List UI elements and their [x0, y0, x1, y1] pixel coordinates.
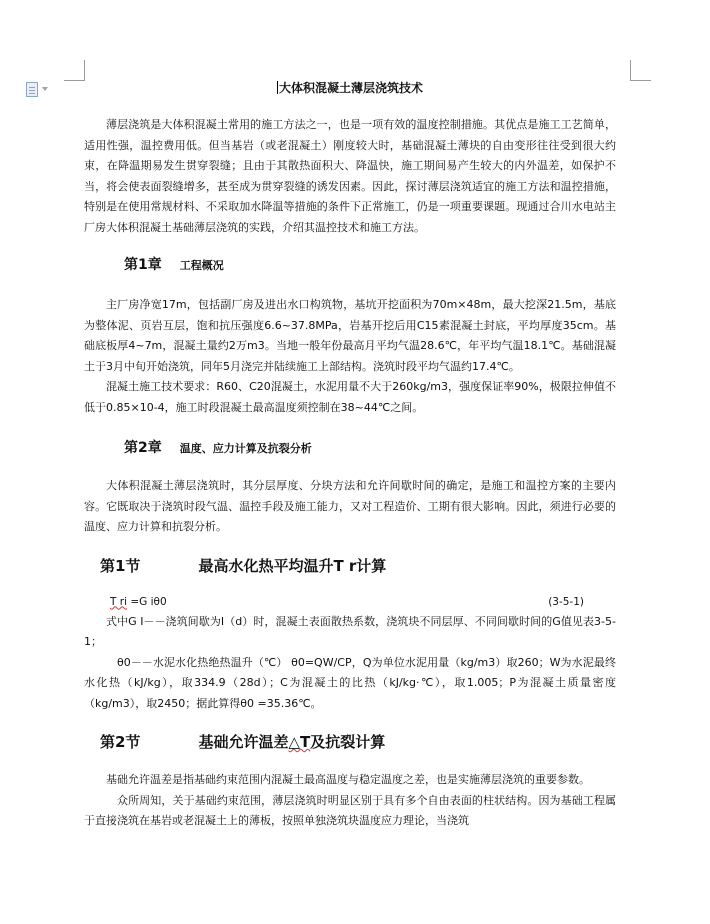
- section-2-title-a: 基础允许温差: [198, 733, 289, 751]
- document-icon[interactable]: [26, 82, 48, 96]
- page-corner-mark-top-right: [630, 60, 651, 81]
- chapter-1-number: 第1章: [124, 257, 162, 273]
- chapter-1-paragraph-2: 混凝土施工技术要求：R60、C20混凝土，水泥用量不大于260kg/m3，强度保证率90%，极限拉伸值不低于0.85×10-4，施工时段混凝土最高温度须控制在38~44℃之间。: [84, 380, 616, 414]
- section-2-title-b: △T: [288, 733, 311, 751]
- section-2-paragraph-2: 众所周知，关于基础约束范围，薄层浇筑时明显区别于具有多个自由表面的柱状结构。因为基础工程属于直接浇筑在基岩或老混凝土上的薄板，按照单独浇筑块温度应力理论，当浇筑: [84, 793, 616, 827]
- chapter-2-number: 第2章: [124, 440, 162, 456]
- chapter-1-title: 工程概况: [179, 259, 224, 272]
- chapter-2-title: 温度、应力计算及抗裂分析: [179, 442, 312, 455]
- title-text: 大体积混凝土薄层浇筑技术: [278, 81, 423, 95]
- section-1-heading: [84, 554, 616, 578]
- document-sheet-icon: [26, 82, 38, 97]
- intro-paragraph: 薄层浇筑是大体积混凝土常用的施工方法之一，也是一项有效的温度控制措施。其优点是施工工艺简单，适用性强，温控费用低。但当基岩（或老混凝土）刚度较大时，基础混凝土薄块的自由变形往往受到很大约束，在降温期易发生贯穿裂缝；且由于其散热面积大、降温快，施工期间易产生较大的内外温差，如保护不当，将会使表面裂缝增多，甚至成为贯穿裂缝的诱发因素。因此，探讨薄层浇筑适宜的施工方法和温控措施，特别是在使用常规材料、不采取加水降温等措施的条件下正常施工，仍是一项重要课题。现通过合川水电站主厂房大体积混凝土基础薄层浇筑的实践，介绍其温控技术和施工方法。: [84, 118, 616, 234]
- chevron-down-icon: [42, 87, 48, 91]
- chapter-2-paragraph: 大体积混凝土薄层浇筑时，其分层厚度、分块方法和允许间歇时间的确定，是施工和温控方案的主要内容。它既取决于浇筑时段气温、温控手段及施工能力，又对工程造价、工期有很大影响。因此，须进行必要的温度、应力计算和抗裂分析。: [84, 479, 616, 533]
- document-page[interactable]: [84, 78, 616, 832]
- formula-3-5-1: [84, 592, 616, 612]
- chapter-2-heading: [84, 436, 616, 460]
- document-title: [84, 78, 616, 98]
- chapter-1-paragraph-1: 主厂房净宽17m，包括副厂房及进出水口构筑物，基坑开挖面积为70m×48m，最大挖深21.5m，基底为整体泥、页岩互层，饱和抗压强度6.6~37.8MPa，岩基开挖后用C15素混凝土封底，平均厚度35cm。基础底板厚4~7m，混凝土量约2万m3。当地一般年份最高月平均气温28.6℃，年平均气温18.1℃。基础混凝土于3月中旬开始浇筑，同年5月浇完并陆续施工上部结构。浇筑时段平均气温约17.4℃。: [84, 298, 616, 373]
- section-2-heading: [84, 730, 616, 754]
- section-1-paragraph-2: θ0－－水泥水化热绝热温升（℃） θ0=QW/CP，Q为单位水泥用量（kg/m3）取260；W为水泥最终水化热（kJ/kg），取334.9（28d）；C为混凝土的比热（kJ/kg·℃），取1.005；P为混凝土质量密度（kg/m3），取2450；据此算得θ0 =35.36℃。: [84, 655, 616, 710]
- text-cursor: [277, 81, 278, 94]
- page-corner-mark-top-left: [64, 60, 85, 81]
- chapter-1-heading: [84, 253, 616, 277]
- section-2-number: 第2节: [100, 733, 141, 751]
- section-1-title: 最高水化热平均温升T r计算: [198, 556, 387, 575]
- section-2-paragraph-1: 基础允许温差是指基础约束范围内混凝土最高温度与稳定温度之差，也是实施薄层浇筑的重要参数。: [106, 773, 590, 786]
- formula-lhs: T ri: [110, 595, 127, 608]
- section-1-number: 第1节: [100, 556, 141, 575]
- formula-number: (3-5-1): [548, 595, 584, 608]
- section-1-paragraph-1: 式中G I－－浇筑间歇为I（d）时，混凝土表面散热系数，浇筑块不同层厚、不同间歇时间的G值见表3-5-1；: [84, 614, 616, 648]
- formula-rhs: =G iθ0: [127, 595, 167, 608]
- section-2-title-c: 及抗裂计算: [310, 733, 386, 751]
